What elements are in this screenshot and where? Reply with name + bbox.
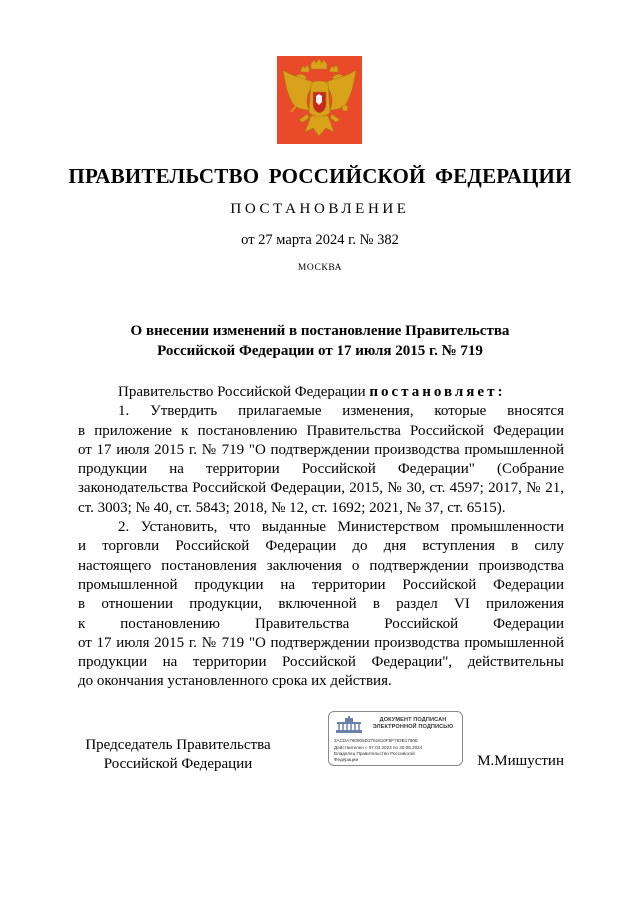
- paragraph-2-line: от 17 июля 2015 г. № 719 "О подтверждении производства промышленной: [78, 634, 564, 651]
- certificate-owner: Владелец Правительство Российской: [334, 751, 415, 756]
- signatory-role-line: Председатель Правительства: [85, 737, 271, 753]
- paragraph-2-line: в отношении продукции, включенной в раздел VI приложения: [78, 596, 564, 613]
- paragraph-2-line: 2. Установить, что выданные Министерством промышленности: [118, 519, 564, 536]
- coat-of-arms-icon: [277, 56, 362, 144]
- resolves-keyword: постановляет:: [369, 384, 506, 400]
- stamp-header-line: ЭЛЕКТРОННОЙ ПОДПИСЬЮ: [372, 724, 454, 730]
- paragraph-2-line: настоящего постановления заключения о подтверждении производства: [78, 557, 564, 574]
- document-type: ПОСТАНОВЛЕНИЕ: [230, 201, 410, 217]
- government-title: ПРАВИТЕЛЬСТВО РОССИЙСКОЙ ФЕДЕРАЦИИ: [68, 164, 572, 188]
- paragraph-2-line: промышленной продукции на территории Российской Федерации: [78, 576, 564, 593]
- document-city: МОСКВА: [297, 263, 343, 273]
- paragraph-2-line: и торговли Российской Федерации до дня вступления в силу: [78, 538, 564, 555]
- paragraph-2-line: к постановлению Правительства Российской Федерации: [78, 615, 564, 632]
- document-subject: [0, 321, 640, 361]
- paragraph-1-line: ст. 3003; № 40, ст. 5843; 2018, № 12, ст. 1692; 2021, № 37, ст. 6515).: [78, 499, 506, 516]
- government-building-icon: [336, 716, 362, 733]
- paragraph-1-line: от 17 июля 2015 г. № 719 "О подтверждении производства промышленной: [78, 441, 564, 458]
- paragraph-1-line: 1. Утвердить прилагаемые изменения, которые вносятся: [118, 403, 564, 420]
- certificate-owner: Федерации: [334, 757, 359, 762]
- paragraph-1-line: законодательства Российской Федерации, 2015, № 30, ст. 4597; 2017, № 21,: [78, 480, 564, 497]
- intro-text: Правительство Российской Федерации: [118, 384, 370, 400]
- stamp-header-line: ДОКУМЕНТ ПОДПИСАН: [379, 717, 447, 723]
- stamp-header: [365, 717, 461, 731]
- paragraph-1-line: продукции на территории Российской Федерации" (Собрание: [78, 461, 564, 478]
- paragraph-2-line: продукции на территории Российской Федерации", действительны: [78, 654, 564, 671]
- certificate-validity: Действителен с 07.03.2023 по 30.05.2024: [334, 745, 423, 750]
- document-body: [78, 383, 564, 692]
- paragraph-1-line: в приложение к постановлению Правительства Российской Федерации: [78, 422, 564, 439]
- document-date-number: от 27 марта 2024 г. № 382: [241, 232, 399, 248]
- paragraph-2-line: до окончания установленного срока их действия.: [78, 673, 392, 690]
- electronic-signature-stamp: [328, 711, 463, 766]
- signatory-role-line: Российской Федерации: [103, 756, 253, 772]
- certificate-serial: 2ACDA760905D2761810F8F793B1780E: [334, 738, 419, 743]
- signatory-role: [78, 736, 278, 774]
- subject-line: Российской Федерации от 17 июля 2015 г. № 719: [157, 343, 483, 359]
- subject-line: О внесении изменений в постановление Правительства: [130, 323, 510, 339]
- signatory-name: М.Мишустин: [477, 753, 564, 769]
- resolution-intro: [78, 383, 564, 402]
